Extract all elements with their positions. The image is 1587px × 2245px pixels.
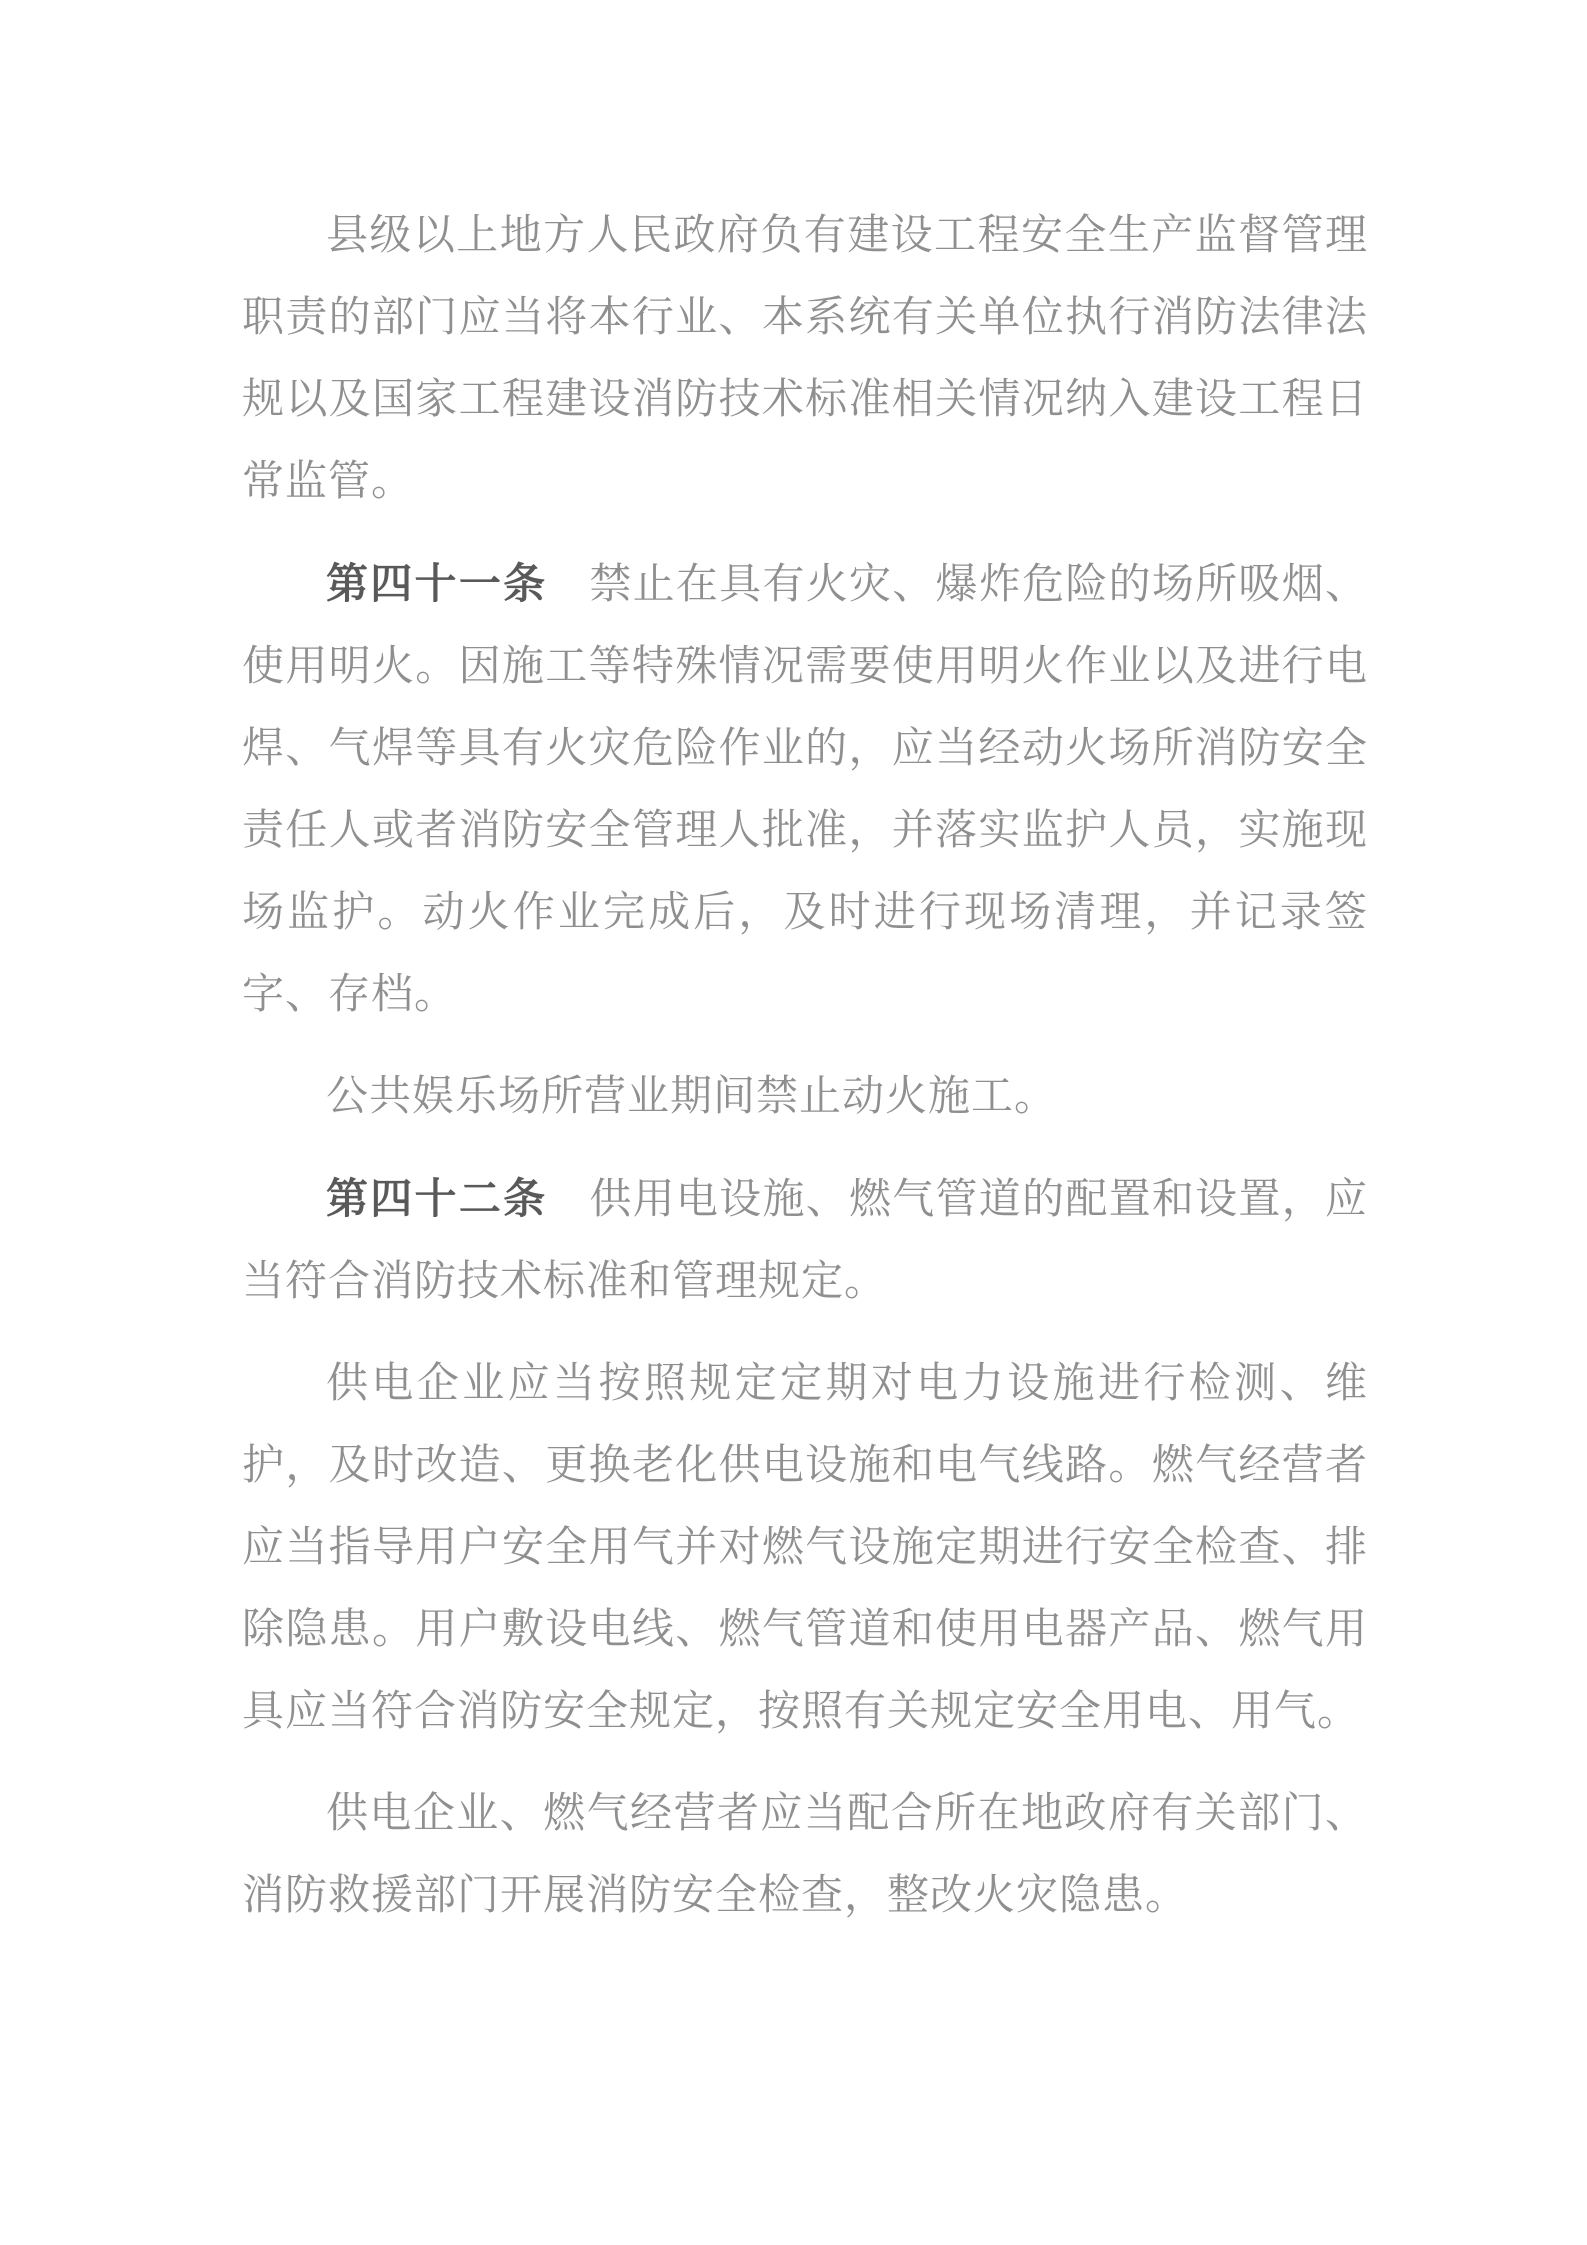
paragraph-supervision — [242, 195, 1368, 523]
paragraph-text: 禁止在具有火灾、爆炸危险的场所吸烟、使用明火。因施工等特殊情况需要使用明火作业以及进行电焊、气焊等具有火灾危险作业的，应当经动火场所消防安全责任人或者消防安全管理人批准，并落实监护人员，实施现场监护。动火作业完成后，及时进行现场清理，并记录签字、存档。 — [242, 562, 1368, 1018]
paragraph-text: 县级以上地方人民政府负有建设工程安全生产监督管理职责的部门应当将本行业、本系统有关单位执行消防法律法规以及国家工程建设消防技术标准相关情况纳入建设工程日常监管。 — [242, 213, 1368, 505]
paragraph-article-41 — [242, 543, 1368, 1036]
article-42-number: 第四十二条 — [326, 1175, 548, 1222]
article-41-number: 第四十一条 — [326, 560, 548, 607]
paragraph-entertainment-venues — [242, 1056, 1368, 1138]
paragraph-text: 供电企业应当按照规定定期对电力设施进行检测、维护，及时改造、更换老化供电设施和电气线路。燃气经营者应当指导用户安全用气并对燃气设施定期进行安全检查、排除隐患。用户敷设电线、燃气管道和使用电器产品、燃气用具应当符合消防安全规定，按照有关规定安全用电、用气。 — [242, 1361, 1368, 1735]
paragraph-text: 供电企业、燃气经营者应当配合所在地政府有关部门、消防救援部门开展消防安全检查，整改火灾隐患。 — [242, 1791, 1368, 1919]
paragraph-cooperation-inspection — [242, 1773, 1368, 1937]
paragraph-power-gas-enterprises — [242, 1343, 1368, 1753]
paragraph-article-42 — [242, 1158, 1368, 1323]
paragraph-text: 公共娱乐场所营业期间禁止动火施工。 — [326, 1074, 1058, 1120]
document-page — [242, 195, 1368, 1937]
paragraph-text: 供用电设施、燃气管道的配置和设置，应当符合消防技术标准和管理规定。 — [242, 1177, 1368, 1305]
